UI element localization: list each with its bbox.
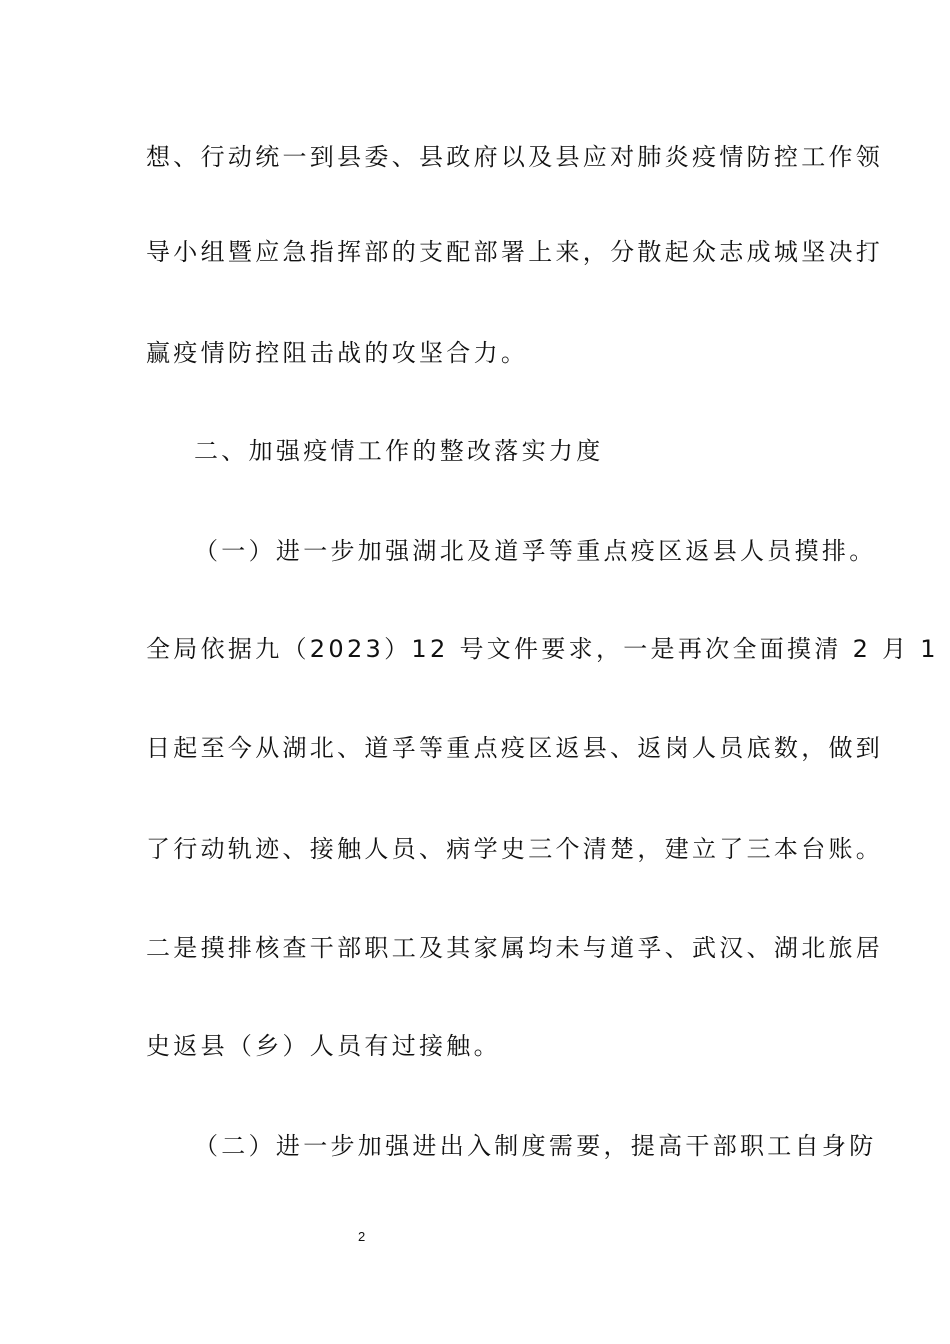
body-text-line: 二是摸排核查干部职工及其家属均未与道孚、武汉、湖北旅居: [146, 934, 884, 962]
body-text-line: 导小组暨应急指挥部的支配部署上来，分散起众志成城坚决打: [146, 238, 884, 266]
subsection-heading: （一）进一步加强湖北及道孚等重点疫区返县人员摸排。: [194, 537, 877, 565]
body-text-line: 全局依据九（2023）12 号文件要求，一是再次全面摸清 2 月 1: [146, 635, 939, 663]
body-text-line: 日起至今从湖北、道孚等重点疫区返县、返岗人员底数，做到: [146, 734, 884, 762]
body-text-line: 史返县（乡）人员有过接触。: [146, 1032, 501, 1060]
section-heading: 二、加强疫情工作的整改落实力度: [194, 437, 604, 465]
page-number: 2: [358, 1229, 366, 1244]
subsection-heading: （二）进一步加强进出入制度需要，提高干部职工自身防: [194, 1132, 877, 1160]
body-text-line: 赢疫情防控阻击战的攻坚合力。: [146, 339, 529, 367]
body-text-line: 了行动轨迹、接触人员、病学史三个清楚，建立了三本台账。: [146, 835, 884, 863]
body-text-line: 想、行动统一到县委、县政府以及县应对肺炎疫情防控工作领: [146, 143, 884, 171]
